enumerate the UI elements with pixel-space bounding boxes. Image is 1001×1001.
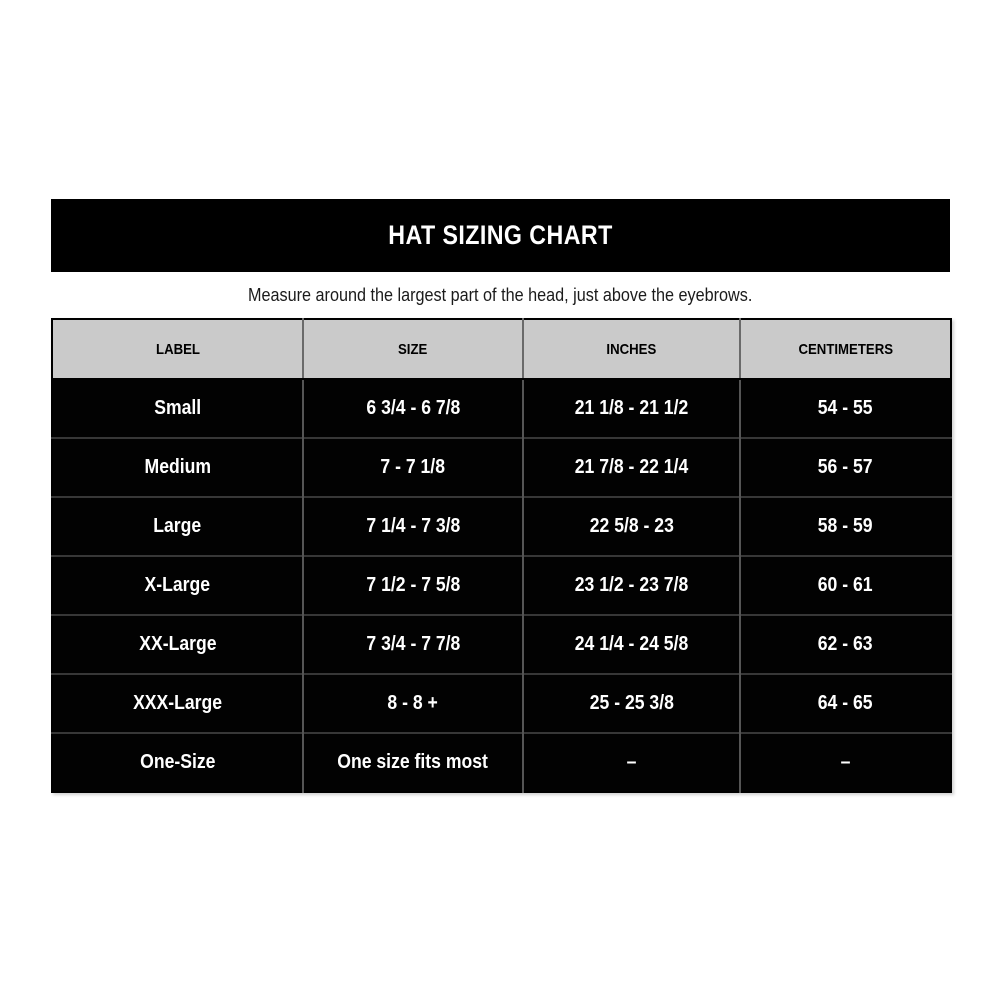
- subtitle-wrap: [51, 272, 950, 318]
- column-header-label: LABEL: [52, 319, 303, 379]
- column-header-centimeters: CENTIMETERS: [740, 319, 951, 379]
- cell-size: 7 1/2 - 7 5/8: [303, 556, 523, 615]
- cell-label: X-Large: [52, 556, 303, 615]
- cell-size: One size fits most: [303, 733, 523, 792]
- cell-size: 7 1/4 - 7 3/8: [303, 497, 523, 556]
- table-row-xx-large: [52, 615, 951, 674]
- cell-label: Medium: [52, 438, 303, 497]
- table-row-x-large: [52, 556, 951, 615]
- table-row-xxx-large: [52, 674, 951, 733]
- table-header-row: [52, 319, 951, 379]
- cell-label: XXX-Large: [52, 674, 303, 733]
- cell-label: Small: [52, 379, 303, 438]
- cell-inches: 23 1/2 - 23 7/8: [523, 556, 740, 615]
- measure-instruction: Measure around the largest part of the head, just above the eyebrows.: [248, 285, 753, 305]
- cell-centimeters: 58 - 59: [740, 497, 951, 556]
- table-row-large: [52, 497, 951, 556]
- cell-inches: 22 5/8 - 23: [523, 497, 740, 556]
- table-row-medium: [52, 438, 951, 497]
- title-bar: [51, 199, 950, 272]
- cell-centimeters: 54 - 55: [740, 379, 951, 438]
- column-header-inches: INCHES: [523, 319, 740, 379]
- cell-label: Large: [52, 497, 303, 556]
- page-title: HAT SIZING CHART: [388, 220, 613, 250]
- cell-inches: 21 7/8 - 22 1/4: [523, 438, 740, 497]
- cell-centimeters: 56 - 57: [740, 438, 951, 497]
- hat-size-table: [51, 318, 952, 793]
- cell-inches: –: [523, 733, 740, 792]
- table-row-one-size: [52, 733, 951, 792]
- cell-inches: 25 - 25 3/8: [523, 674, 740, 733]
- sizing-chart: [51, 199, 950, 793]
- cell-size: 8 - 8 +: [303, 674, 523, 733]
- column-header-size: SIZE: [303, 319, 523, 379]
- cell-centimeters: 64 - 65: [740, 674, 951, 733]
- cell-inches: 21 1/8 - 21 1/2: [523, 379, 740, 438]
- cell-label: One-Size: [52, 733, 303, 792]
- cell-inches: 24 1/4 - 24 5/8: [523, 615, 740, 674]
- cell-label: XX-Large: [52, 615, 303, 674]
- cell-size: 7 3/4 - 7 7/8: [303, 615, 523, 674]
- table-row-small: [52, 379, 951, 438]
- cell-centimeters: –: [740, 733, 951, 792]
- cell-size: 6 3/4 - 6 7/8: [303, 379, 523, 438]
- cell-size: 7 - 7 1/8: [303, 438, 523, 497]
- cell-centimeters: 62 - 63: [740, 615, 951, 674]
- cell-centimeters: 60 - 61: [740, 556, 951, 615]
